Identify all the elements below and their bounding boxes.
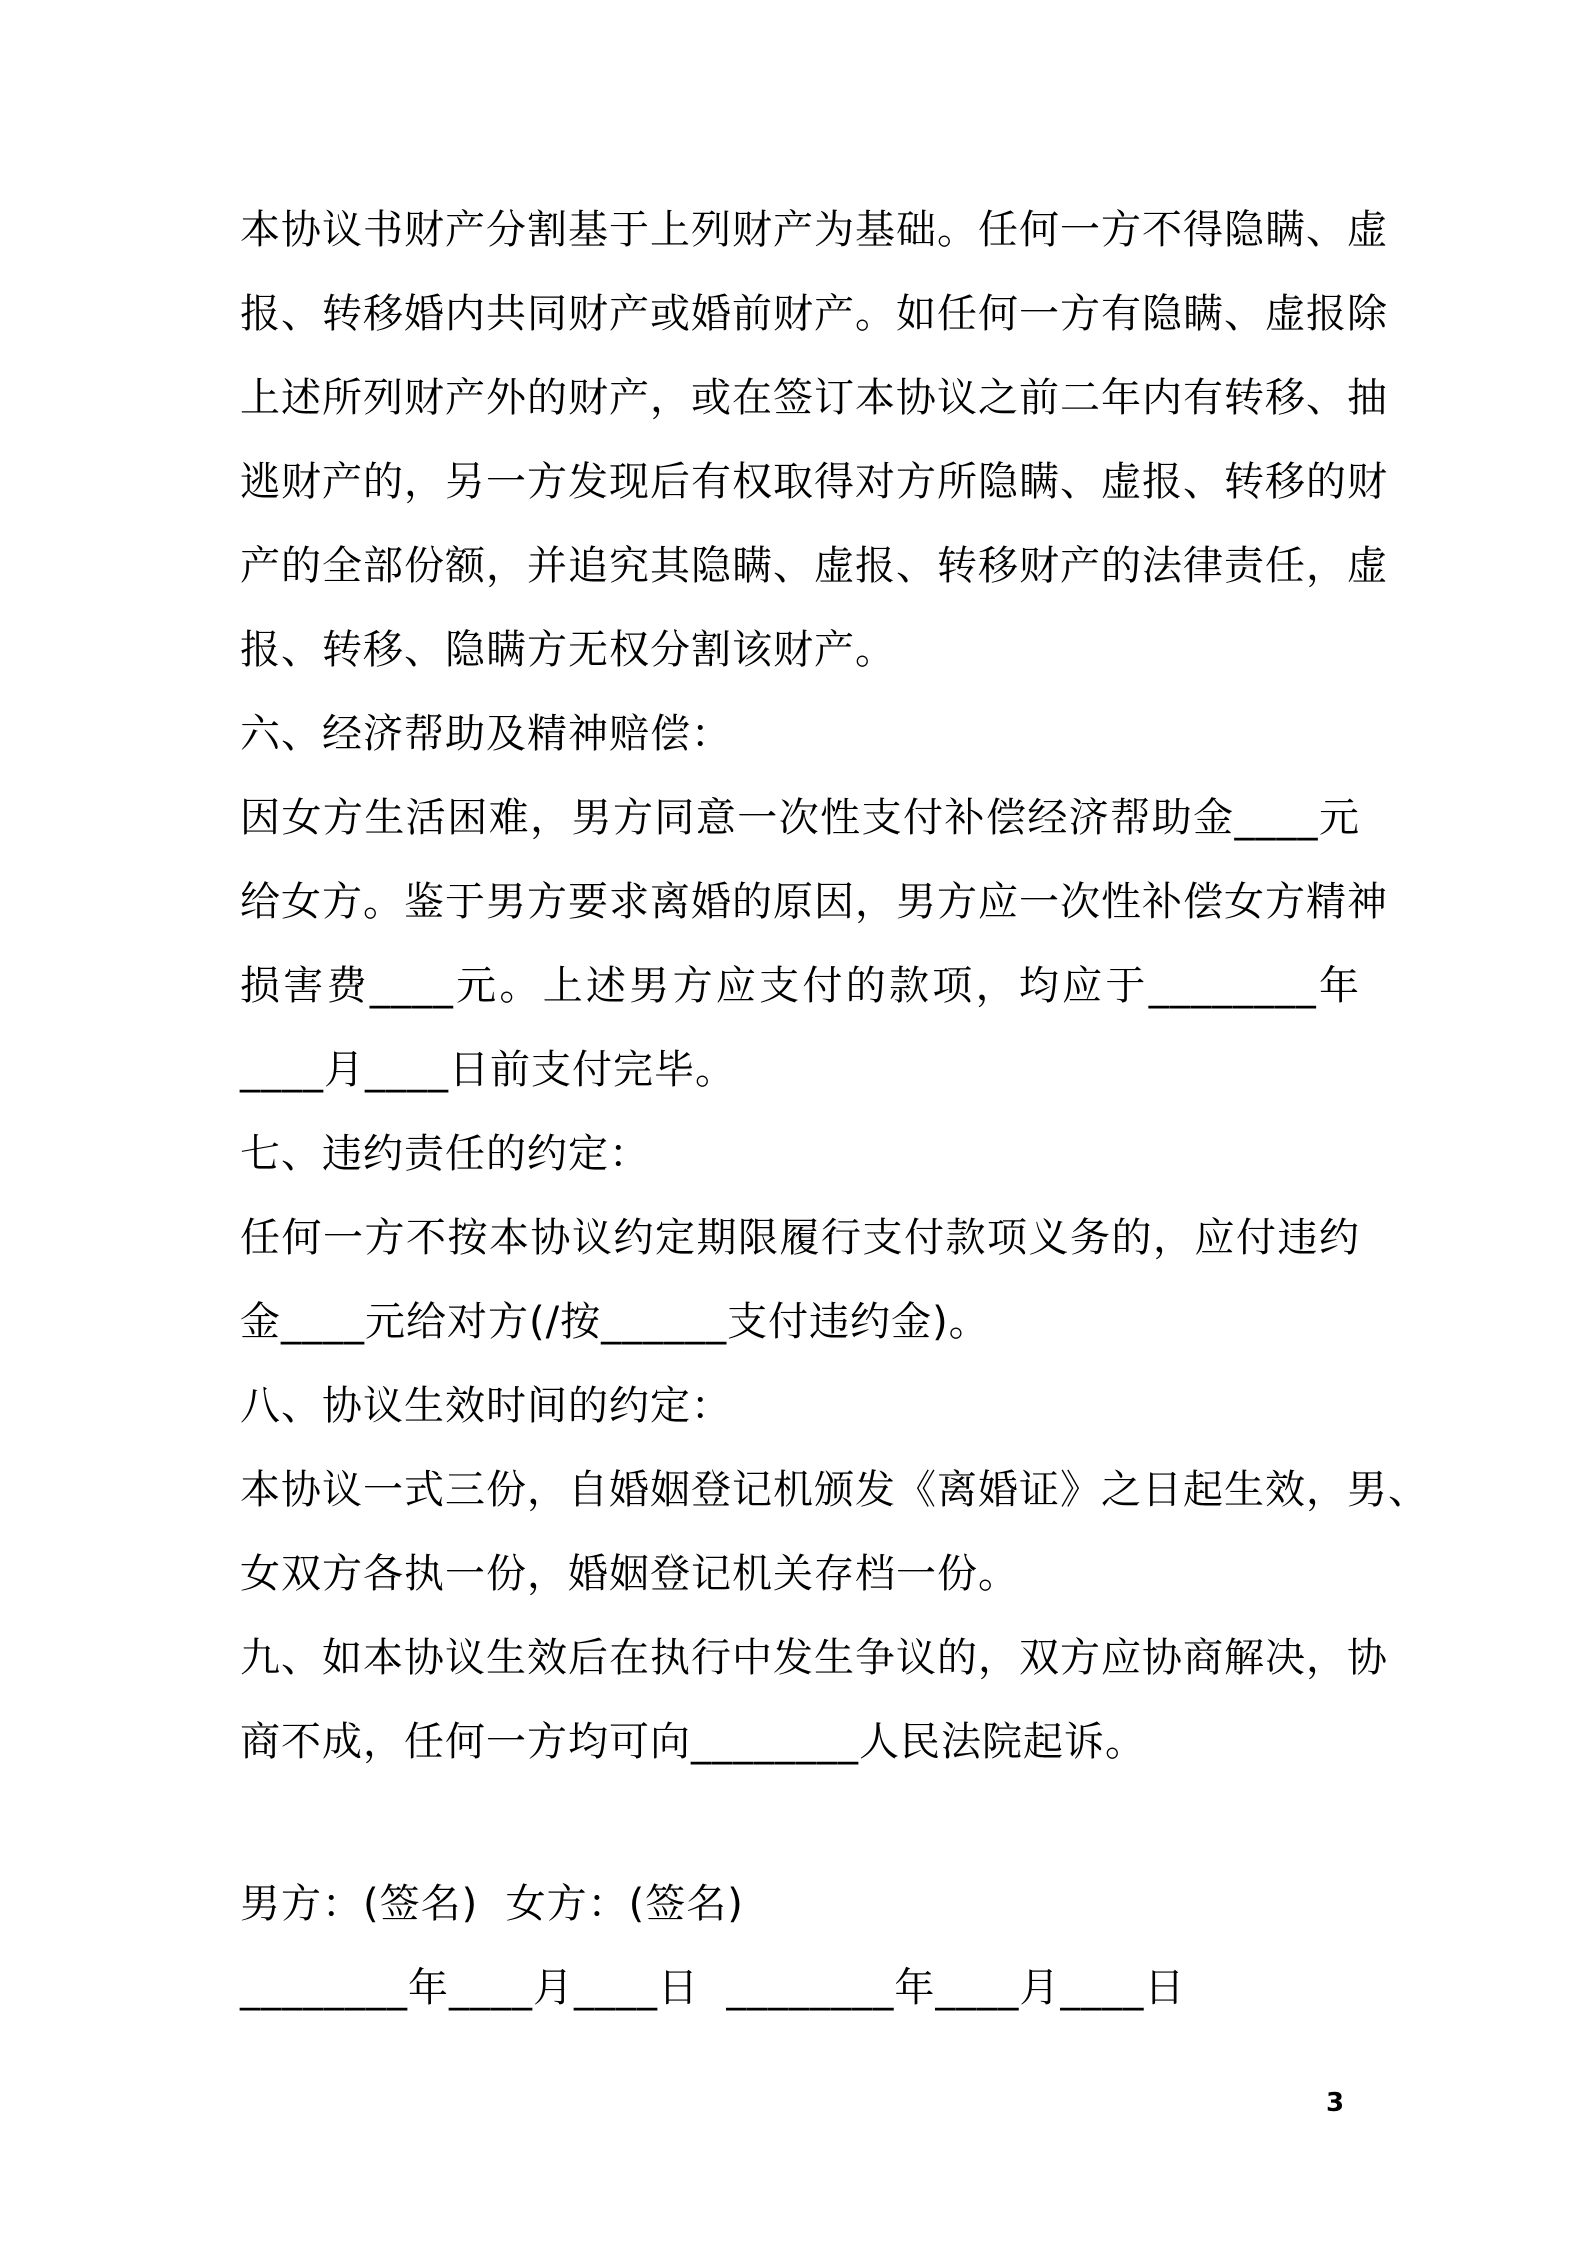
body-line: 上述所列财产外的财产，或在签订本协议之前二年内有转移、抽 bbox=[240, 375, 1388, 421]
body-line: 本协议书财产分割基于上列财产为基础。任何一方不得隐瞒、虚 bbox=[240, 207, 1388, 253]
section-heading: 七、违约责任的约定： bbox=[240, 1131, 650, 1177]
body-line: 因女方生活困难，男方同意一次性支付补偿经济帮助金____元 bbox=[240, 795, 1360, 841]
section-heading: 八、协议生效时间的约定： bbox=[240, 1383, 732, 1429]
body-line: 任何一方不按本协议约定期限履行支付款项义务的，应付违约 bbox=[240, 1215, 1360, 1261]
body-line: 金____元给对方(/按______支付违约金)。 bbox=[240, 1299, 990, 1345]
body-line: 报、转移、隐瞒方无权分割该财产。 bbox=[240, 627, 896, 673]
body-line: 给女方。鉴于男方要求离婚的原因，男方应一次性补偿女方精神 bbox=[240, 879, 1388, 925]
section-heading: 六、经济帮助及精神赔偿： bbox=[240, 711, 732, 757]
page-number: 3 bbox=[1326, 2088, 1345, 2118]
body-line: 商不成，任何一方均可向________人民法院起诉。 bbox=[240, 1719, 1146, 1765]
body-line: 九、如本协议生效后在执行中发生争议的，双方应协商解决，协 bbox=[240, 1635, 1388, 1681]
body-line: 报、转移婚内共同财产或婚前财产。如任何一方有隐瞒、虚报除 bbox=[240, 291, 1388, 337]
body-line: ____月____日前支付完毕。 bbox=[240, 1047, 736, 1093]
body-line: 本协议一式三份，自婚姻登记机颁发《离婚证》之日起生效，男、 bbox=[240, 1467, 1429, 1513]
signature-labels: 男方：(签名) 女方：(签名) bbox=[240, 1881, 744, 1927]
body-line: 产的全部份额，并追究其隐瞒、虚报、转移财产的法律责任，虚 bbox=[240, 543, 1388, 589]
body-line: 损害费____元。上述男方应支付的款项，均应于________年 bbox=[240, 963, 1360, 1009]
signature-dates: ________年____月____日 ________年____月____日 bbox=[240, 1965, 1186, 2011]
body-line: 女双方各执一份，婚姻登记机关存档一份。 bbox=[240, 1551, 1019, 1597]
body-line: 逃财产的，另一方发现后有权取得对方所隐瞒、虚报、转移的财 bbox=[240, 459, 1388, 505]
